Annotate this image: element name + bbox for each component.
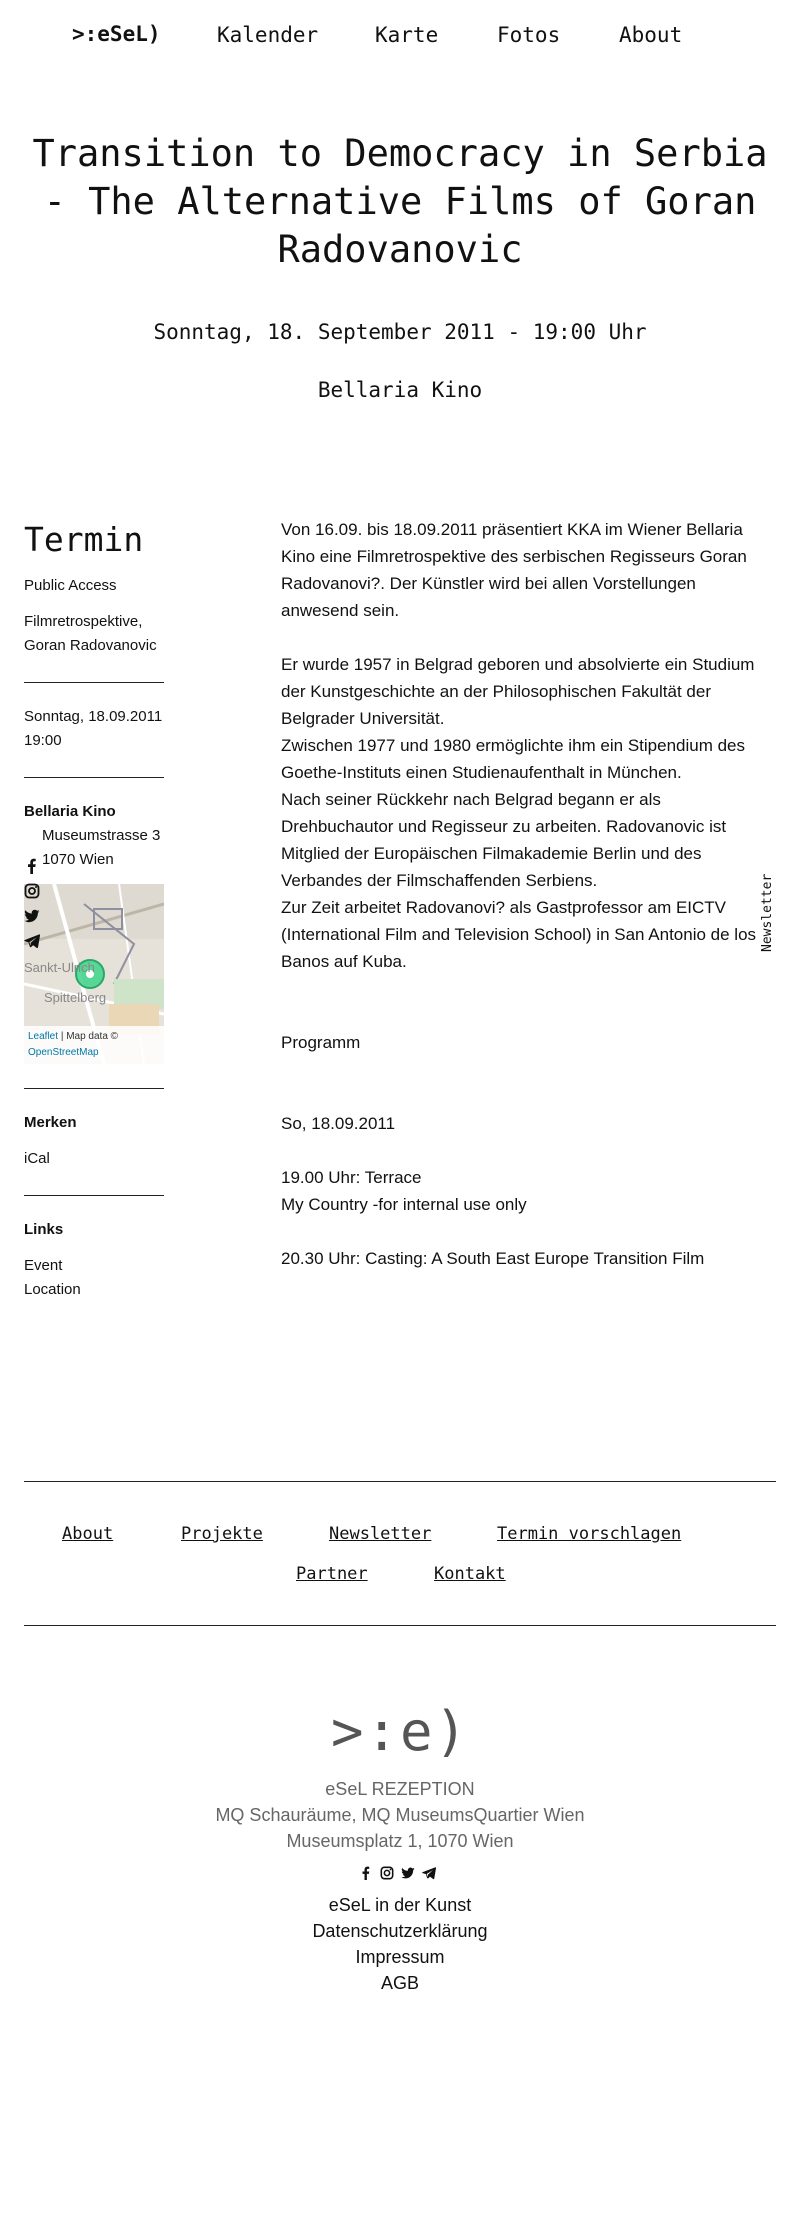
instagram-icon[interactable] [24,883,40,899]
description-paragraph: Nach seiner Rückkehr nach Belgrad begann er als Drehbuchautor und Regisseur zu arbeiten. Radovanovic ist Mitglied der Europäischen Filmakademie Berlin und des Verbandes der Filmschaffenden Serbiens. [281,790,727,890]
nav-fotos[interactable]: Fotos [497,23,561,47]
footer-termin-link[interactable]: Termin vorschlagen [497,1524,682,1544]
links-heading: Links [24,1221,64,1238]
map-label-ulrich: Sankt-Ulrich [24,960,95,975]
event-link[interactable]: Event [24,1257,63,1274]
site-logo[interactable]: >:eSeL) [72,22,161,46]
merken-heading: Merken [24,1114,77,1131]
description-paragraph: Zur Zeit arbeitet Radovanovi? als Gastprofessor am EICTV (International Film and Television School) in San Antonio de los Banos auf Kuba. [281,898,757,971]
map-attribution [24,1026,164,1064]
facebook-icon[interactable] [24,858,40,874]
footer-kunst-link[interactable]: eSeL in der Kunst [328,1895,472,1915]
event-datetime: Sonntag, 18. September 2011 - 19:00 Uhr [153,320,647,344]
telegram-icon[interactable] [422,1866,436,1880]
instagram-icon[interactable] [380,1866,394,1880]
footer-impressum-link[interactable]: Impressum [355,1947,445,1967]
divider [24,777,164,778]
description-paragraph: Von 16.09. bis 18.09.2011 präsentiert KKA im Wiener Bellaria Kino eine Filmretrospektive des serbischen Regisseurs Goran Radovanovi?. Der Künstler wird bei allen Vorstellungen anwesend sein. [281,520,747,620]
telegram-icon[interactable] [24,933,40,949]
ical-link[interactable]: iCal [24,1150,50,1167]
divider [24,1088,164,1089]
footer-kontakt-link[interactable]: Kontakt [434,1564,506,1584]
footer-partner-link[interactable]: Partner [296,1564,368,1584]
program-date: So, 18.09.2011 [281,1114,396,1133]
program-heading: Programm [281,1033,361,1052]
sidebar-date: Sonntag, 18.09.2011 19:00 [24,708,163,749]
newsletter-tab-label: Newsletter [760,873,775,952]
footer-social [356,1866,446,1884]
attribution-text: | Map data © [60,1031,119,1042]
program-entry: 20.30 Uhr: Casting: A South East Europe Transition Film [281,1249,705,1268]
program-entry: My Country -for internal use only [281,1195,527,1214]
nav-karte[interactable]: Karte [375,23,439,47]
divider [24,1195,164,1196]
event-venue: Bellaria Kino [317,378,483,402]
location-link[interactable]: Location [24,1281,81,1298]
nav-kalender[interactable]: Kalender [217,23,319,47]
map-label-spittelberg: Spittelberg [44,990,107,1005]
category-label: Filmretrospektive, Goran Radovanovic [24,613,157,654]
address-line: Museumsplatz 1, 1070 Wien [286,1831,514,1851]
footer-about-link[interactable]: About [62,1524,114,1544]
footer-agb-link[interactable]: AGB [380,1973,419,1993]
osm-link[interactable]: OpenStreetMap [28,1047,99,1058]
footer-logo: >:e) [330,1700,470,1763]
divider [24,682,164,683]
description-paragraph: Zwischen 1977 und 1980 ermöglichte ihm ein Stipendium des Goethe-Instituts einen Studienaufenthalt in München. [281,736,745,782]
footer-projekte-link[interactable]: Projekte [181,1524,263,1544]
footer-newsletter-link[interactable]: Newsletter [329,1524,432,1544]
description-paragraph: Er wurde 1957 in Belgrad geboren und absolvierte ein Studium der Kunstgeschichte an der Philosophischen Fakultät der Belgrader Universität. [281,655,755,728]
nav-about[interactable]: About [619,23,683,47]
event-description [281,516,776,1272]
event-title: Transition to Democracy in Serbia - The Alternative Films of Goran Radovanovic [32,132,768,271]
address-line: MQ Schauräume, MQ MuseumsQuartier Wien [215,1805,585,1825]
social-rail [24,858,44,958]
footer-divider [24,1481,776,1482]
venue-name: Bellaria Kino [24,803,116,820]
footer-links [0,1892,800,1996]
address-line: eSeL REZEPTION [325,1779,475,1799]
event-sidebar [24,516,164,1302]
twitter-icon[interactable] [401,1866,415,1880]
footer-divider [24,1625,776,1626]
program-entry: 19.00 Uhr: Terrace [281,1168,422,1187]
location-map[interactable] [24,884,164,1064]
top-nav [0,0,800,72]
venue-city: 1070 Wien [42,851,114,868]
access-label: Public Access [24,577,117,594]
newsletter-tab[interactable] [758,868,782,952]
facebook-icon[interactable] [359,1866,373,1880]
footer-datenschutz-link[interactable]: Datenschutzerklärung [312,1921,488,1941]
venue-street: Museumstrasse 3 [42,827,161,844]
twitter-icon[interactable] [24,908,40,924]
leaflet-link[interactable]: Leaflet [28,1031,59,1042]
footer-address [0,1776,800,1854]
sidebar-heading: Termin [24,520,144,559]
